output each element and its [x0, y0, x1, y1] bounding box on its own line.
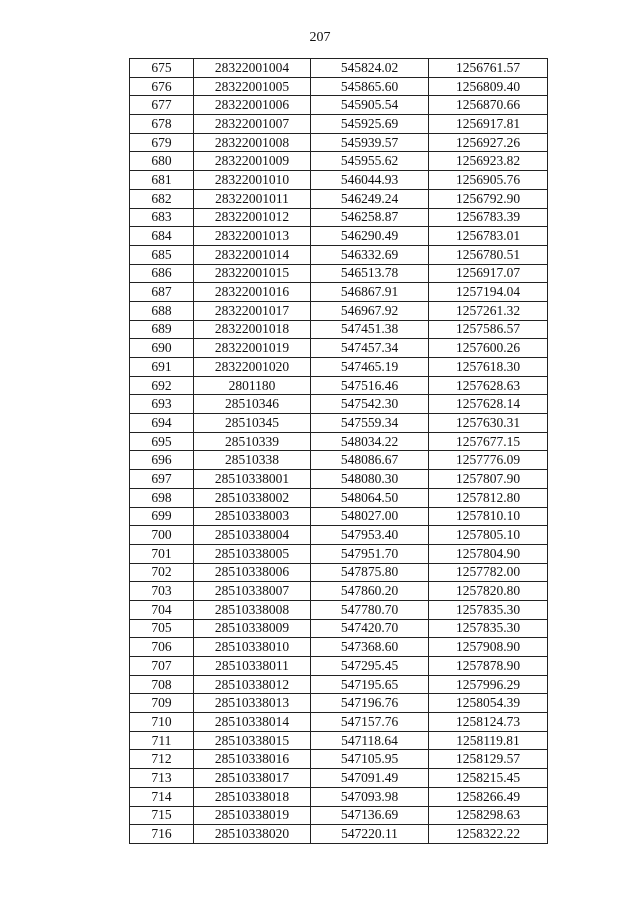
- point-number-cell: 699: [130, 507, 194, 526]
- y-coordinate-cell: 1256792.90: [429, 189, 548, 208]
- y-coordinate-cell: 1258124.73: [429, 713, 548, 732]
- table-row: [130, 713, 548, 732]
- table-row: [130, 806, 548, 825]
- y-coordinate-cell: 1256905.76: [429, 171, 548, 190]
- point-number-cell: 688: [130, 301, 194, 320]
- y-coordinate-cell: 1257628.63: [429, 376, 548, 395]
- point-id-cell: 28322001014: [194, 245, 311, 264]
- y-coordinate-cell: 1257820.80: [429, 582, 548, 601]
- y-coordinate-cell: 1256780.51: [429, 245, 548, 264]
- x-coordinate-cell: 546044.93: [311, 171, 429, 190]
- y-coordinate-cell: 1257776.09: [429, 451, 548, 470]
- point-id-cell: 28322001017: [194, 301, 311, 320]
- point-id-cell: 28322001020: [194, 358, 311, 377]
- table-row: [130, 825, 548, 844]
- table-row: [130, 657, 548, 676]
- table-row: [130, 470, 548, 489]
- point-number-cell: 714: [130, 787, 194, 806]
- point-id-cell: 28510338012: [194, 675, 311, 694]
- table-row: [130, 731, 548, 750]
- y-coordinate-cell: 1256761.57: [429, 59, 548, 78]
- table-row: [130, 339, 548, 358]
- table-row: [130, 376, 548, 395]
- point-number-cell: 704: [130, 600, 194, 619]
- table-row: [130, 526, 548, 545]
- y-coordinate-cell: 1258129.57: [429, 750, 548, 769]
- table-row: [130, 358, 548, 377]
- point-number-cell: 711: [130, 731, 194, 750]
- point-id-cell: 2801180: [194, 376, 311, 395]
- y-coordinate-cell: 1257805.10: [429, 526, 548, 545]
- point-id-cell: 28510338005: [194, 544, 311, 563]
- x-coordinate-cell: 546967.92: [311, 301, 429, 320]
- x-coordinate-cell: 547368.60: [311, 638, 429, 657]
- x-coordinate-cell: 547091.49: [311, 769, 429, 788]
- point-number-cell: 681: [130, 171, 194, 190]
- x-coordinate-cell: 548086.67: [311, 451, 429, 470]
- table-row: [130, 582, 548, 601]
- x-coordinate-cell: 547451.38: [311, 320, 429, 339]
- table-row: [130, 488, 548, 507]
- point-number-cell: 697: [130, 470, 194, 489]
- table-row: [130, 264, 548, 283]
- point-number-cell: 683: [130, 208, 194, 227]
- point-number-cell: 680: [130, 152, 194, 171]
- x-coordinate-cell: 547559.34: [311, 414, 429, 433]
- page-number: 207: [309, 30, 331, 45]
- y-coordinate-cell: 1257600.26: [429, 339, 548, 358]
- x-coordinate-cell: 547195.65: [311, 675, 429, 694]
- table-row: [130, 544, 548, 563]
- x-coordinate-cell: 548064.50: [311, 488, 429, 507]
- point-id-cell: 28322001018: [194, 320, 311, 339]
- table-row: [130, 451, 548, 470]
- x-coordinate-cell: 547118.64: [311, 731, 429, 750]
- y-coordinate-cell: 1256809.40: [429, 77, 548, 96]
- point-id-cell: 28322001007: [194, 115, 311, 134]
- y-coordinate-cell: 1257812.80: [429, 488, 548, 507]
- y-coordinate-cell: 1257878.90: [429, 657, 548, 676]
- y-coordinate-cell: 1258298.63: [429, 806, 548, 825]
- x-coordinate-cell: 546513.78: [311, 264, 429, 283]
- point-id-cell: 28510338011: [194, 657, 311, 676]
- point-id-cell: 28510338009: [194, 619, 311, 638]
- y-coordinate-cell: 1256917.81: [429, 115, 548, 134]
- point-id-cell: 28510338015: [194, 731, 311, 750]
- table-row: [130, 171, 548, 190]
- point-number-cell: 695: [130, 432, 194, 451]
- point-id-cell: 28322001019: [194, 339, 311, 358]
- point-id-cell: 28510339: [194, 432, 311, 451]
- x-coordinate-cell: 547953.40: [311, 526, 429, 545]
- point-id-cell: 28510338007: [194, 582, 311, 601]
- table-row: [130, 320, 548, 339]
- x-coordinate-cell: 545925.69: [311, 115, 429, 134]
- y-coordinate-cell: 1256923.82: [429, 152, 548, 171]
- point-number-cell: 702: [130, 563, 194, 582]
- point-number-cell: 715: [130, 806, 194, 825]
- x-coordinate-cell: 545905.54: [311, 96, 429, 115]
- x-coordinate-cell: 547465.19: [311, 358, 429, 377]
- x-coordinate-cell: 545865.60: [311, 77, 429, 96]
- x-coordinate-cell: 547157.76: [311, 713, 429, 732]
- y-coordinate-cell: 1257630.31: [429, 414, 548, 433]
- table-row: [130, 283, 548, 302]
- point-id-cell: 28322001008: [194, 133, 311, 152]
- table-row: [130, 245, 548, 264]
- y-coordinate-cell: 1257810.10: [429, 507, 548, 526]
- y-coordinate-cell: 1257996.29: [429, 675, 548, 694]
- table-row: [130, 208, 548, 227]
- point-number-cell: 684: [130, 227, 194, 246]
- point-number-cell: 675: [130, 59, 194, 78]
- point-number-cell: 677: [130, 96, 194, 115]
- x-coordinate-cell: 547093.98: [311, 787, 429, 806]
- x-coordinate-cell: 547951.70: [311, 544, 429, 563]
- y-coordinate-cell: 1257807.90: [429, 470, 548, 489]
- table-body: [130, 59, 548, 844]
- x-coordinate-cell: 547780.70: [311, 600, 429, 619]
- table-row: [130, 600, 548, 619]
- point-id-cell: 28510338010: [194, 638, 311, 657]
- table-row: [130, 395, 548, 414]
- point-id-cell: 28322001011: [194, 189, 311, 208]
- table-row: [130, 619, 548, 638]
- point-number-cell: 693: [130, 395, 194, 414]
- y-coordinate-cell: 1257261.32: [429, 301, 548, 320]
- x-coordinate-cell: 547105.95: [311, 750, 429, 769]
- point-id-cell: 28510338016: [194, 750, 311, 769]
- point-number-cell: 698: [130, 488, 194, 507]
- x-coordinate-cell: 547860.20: [311, 582, 429, 601]
- point-id-cell: 28510345: [194, 414, 311, 433]
- x-coordinate-cell: 548027.00: [311, 507, 429, 526]
- x-coordinate-cell: 547542.30: [311, 395, 429, 414]
- point-number-cell: 694: [130, 414, 194, 433]
- point-number-cell: 712: [130, 750, 194, 769]
- table-row: [130, 507, 548, 526]
- point-id-cell: 28322001004: [194, 59, 311, 78]
- y-coordinate-cell: 1257835.30: [429, 600, 548, 619]
- point-id-cell: 28322001005: [194, 77, 311, 96]
- y-coordinate-cell: 1258215.45: [429, 769, 548, 788]
- point-number-cell: 696: [130, 451, 194, 470]
- point-id-cell: 28510338020: [194, 825, 311, 844]
- point-id-cell: 28510338017: [194, 769, 311, 788]
- point-id-cell: 28322001010: [194, 171, 311, 190]
- y-coordinate-cell: 1256783.39: [429, 208, 548, 227]
- y-coordinate-cell: 1257194.04: [429, 283, 548, 302]
- y-coordinate-cell: 1256783.01: [429, 227, 548, 246]
- point-id-cell: 28510338019: [194, 806, 311, 825]
- table-row: [130, 563, 548, 582]
- point-id-cell: 28510338001: [194, 470, 311, 489]
- coordinates-table: [129, 58, 548, 844]
- point-id-cell: 28510346: [194, 395, 311, 414]
- y-coordinate-cell: 1258266.49: [429, 787, 548, 806]
- table-row: [130, 115, 548, 134]
- point-id-cell: 28510338002: [194, 488, 311, 507]
- x-coordinate-cell: 548080.30: [311, 470, 429, 489]
- point-number-cell: 686: [130, 264, 194, 283]
- y-coordinate-cell: 1257908.90: [429, 638, 548, 657]
- x-coordinate-cell: 547136.69: [311, 806, 429, 825]
- point-id-cell: 28322001006: [194, 96, 311, 115]
- x-coordinate-cell: 547220.11: [311, 825, 429, 844]
- table-row: [130, 694, 548, 713]
- table-row: [130, 675, 548, 694]
- x-coordinate-cell: 548034.22: [311, 432, 429, 451]
- point-number-cell: 692: [130, 376, 194, 395]
- point-id-cell: 28510338008: [194, 600, 311, 619]
- point-id-cell: 28322001013: [194, 227, 311, 246]
- point-number-cell: 708: [130, 675, 194, 694]
- y-coordinate-cell: 1257586.57: [429, 320, 548, 339]
- point-number-cell: 706: [130, 638, 194, 657]
- y-coordinate-cell: 1256917.07: [429, 264, 548, 283]
- point-number-cell: 689: [130, 320, 194, 339]
- y-coordinate-cell: 1257677.15: [429, 432, 548, 451]
- point-id-cell: 28322001012: [194, 208, 311, 227]
- point-id-cell: 28322001009: [194, 152, 311, 171]
- y-coordinate-cell: 1257782.00: [429, 563, 548, 582]
- x-coordinate-cell: 547516.46: [311, 376, 429, 395]
- point-number-cell: 679: [130, 133, 194, 152]
- point-id-cell: 28510338014: [194, 713, 311, 732]
- point-number-cell: 691: [130, 358, 194, 377]
- point-number-cell: 690: [130, 339, 194, 358]
- x-coordinate-cell: 545955.62: [311, 152, 429, 171]
- x-coordinate-cell: 545939.57: [311, 133, 429, 152]
- table-row: [130, 77, 548, 96]
- y-coordinate-cell: 1257618.30: [429, 358, 548, 377]
- table-row: [130, 414, 548, 433]
- table-row: [130, 189, 548, 208]
- x-coordinate-cell: 547295.45: [311, 657, 429, 676]
- y-coordinate-cell: 1258119.81: [429, 731, 548, 750]
- point-number-cell: 705: [130, 619, 194, 638]
- x-coordinate-cell: 547196.76: [311, 694, 429, 713]
- point-id-cell: 28510338018: [194, 787, 311, 806]
- point-number-cell: 713: [130, 769, 194, 788]
- table-row: [130, 638, 548, 657]
- point-id-cell: 28322001015: [194, 264, 311, 283]
- table-row: [130, 133, 548, 152]
- point-number-cell: 700: [130, 526, 194, 545]
- table-row: [130, 750, 548, 769]
- table-row: [130, 301, 548, 320]
- point-number-cell: 687: [130, 283, 194, 302]
- x-coordinate-cell: 546249.24: [311, 189, 429, 208]
- point-number-cell: 685: [130, 245, 194, 264]
- x-coordinate-cell: 547875.80: [311, 563, 429, 582]
- point-id-cell: 28510338013: [194, 694, 311, 713]
- x-coordinate-cell: 547457.34: [311, 339, 429, 358]
- point-number-cell: 678: [130, 115, 194, 134]
- table-row: [130, 96, 548, 115]
- point-number-cell: 676: [130, 77, 194, 96]
- point-number-cell: 710: [130, 713, 194, 732]
- table-row: [130, 787, 548, 806]
- x-coordinate-cell: 547420.70: [311, 619, 429, 638]
- point-number-cell: 682: [130, 189, 194, 208]
- y-coordinate-cell: 1257835.30: [429, 619, 548, 638]
- table-row: [130, 769, 548, 788]
- point-number-cell: 707: [130, 657, 194, 676]
- x-coordinate-cell: 545824.02: [311, 59, 429, 78]
- x-coordinate-cell: 546258.87: [311, 208, 429, 227]
- point-id-cell: 28510338: [194, 451, 311, 470]
- y-coordinate-cell: 1256870.66: [429, 96, 548, 115]
- y-coordinate-cell: 1258054.39: [429, 694, 548, 713]
- table-row: [130, 227, 548, 246]
- point-id-cell: 28510338006: [194, 563, 311, 582]
- x-coordinate-cell: 546290.49: [311, 227, 429, 246]
- x-coordinate-cell: 546867.91: [311, 283, 429, 302]
- table-row: [130, 152, 548, 171]
- point-id-cell: 28322001016: [194, 283, 311, 302]
- x-coordinate-cell: 546332.69: [311, 245, 429, 264]
- y-coordinate-cell: 1258322.22: [429, 825, 548, 844]
- point-number-cell: 701: [130, 544, 194, 563]
- point-number-cell: 709: [130, 694, 194, 713]
- point-number-cell: 716: [130, 825, 194, 844]
- table-row: [130, 432, 548, 451]
- y-coordinate-cell: 1256927.26: [429, 133, 548, 152]
- point-id-cell: 28510338004: [194, 526, 311, 545]
- point-id-cell: 28510338003: [194, 507, 311, 526]
- y-coordinate-cell: 1257804.90: [429, 544, 548, 563]
- table-row: [130, 59, 548, 78]
- point-number-cell: 703: [130, 582, 194, 601]
- y-coordinate-cell: 1257628.14: [429, 395, 548, 414]
